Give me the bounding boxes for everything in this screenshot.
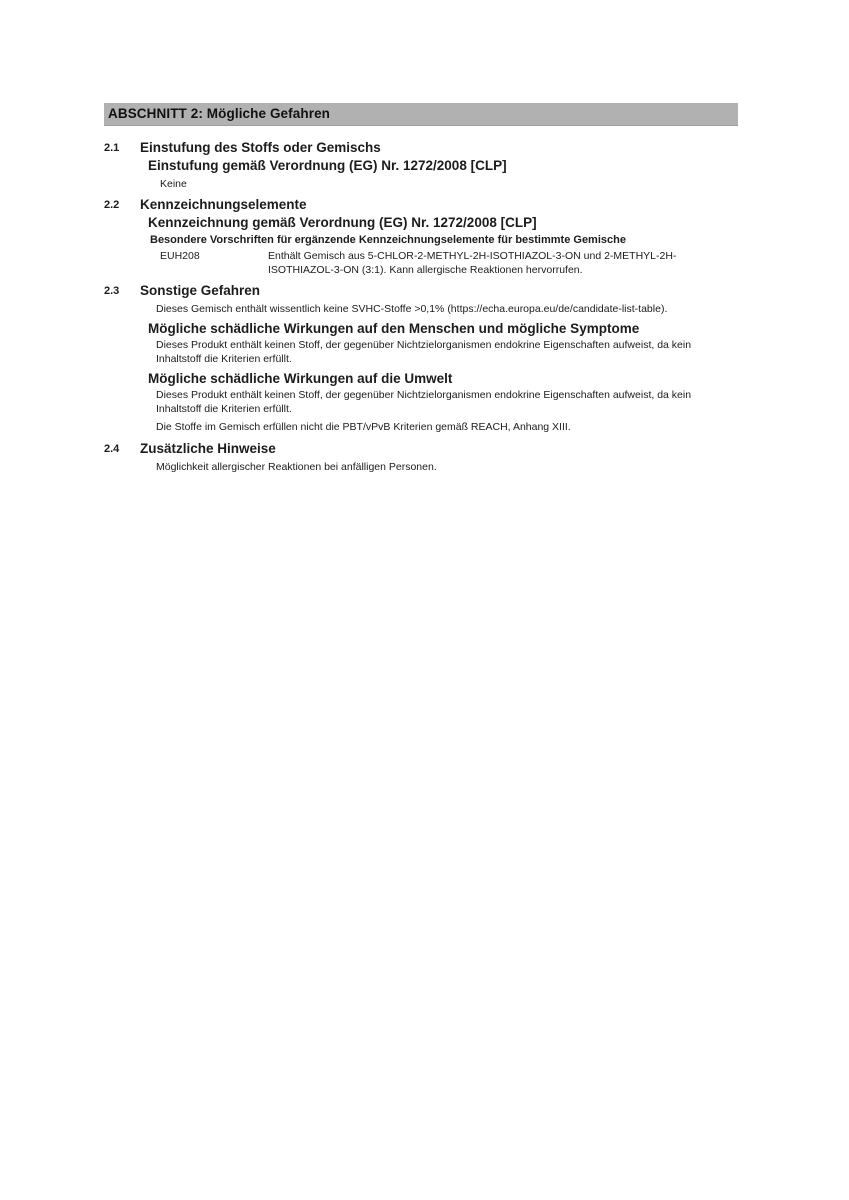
section-header-bar: ABSCHNITT 2: Mögliche Gefahren (104, 103, 738, 126)
classification-value: Keine (160, 178, 187, 190)
euh-code: EUH208 (160, 250, 200, 262)
section-title: Einstufung des Stoffs oder Gemischs (140, 140, 381, 155)
adverse-effects-human-text: Dieses Produkt enthält keinen Stoff, der gegenüber Nichtzielorganismen endokrine Eigenschaften aufweist, da kein Inhaltstoff die Kriterien erfüllt. (156, 339, 692, 365)
section-number: 2.1 (104, 142, 120, 154)
euh-statement-row (160, 249, 738, 277)
section-2-2 (104, 197, 738, 212)
section-title: Kennzeichnungselemente (140, 197, 307, 212)
section-number: 2.3 (104, 285, 120, 297)
special-provisions-label: Besondere Vorschriften für ergänzende Kennzeichnungselemente für bestimmte Gemische (150, 234, 626, 246)
adverse-effects-environment-heading: Mögliche schädliche Wirkungen auf die Umwelt (148, 371, 453, 386)
svhc-note: Dieses Gemisch enthält wissentlich keine SVHC-Stoffe >0,1% (https://echa.europa.eu/de/candidate-list-table). (156, 303, 668, 315)
additional-notes-text: Möglichkeit allergischer Reaktionen bei anfälligen Personen. (156, 461, 437, 473)
section-number: 2.4 (104, 443, 120, 455)
adverse-effects-human-heading: Mögliche schädliche Wirkungen auf den Menschen und mögliche Symptome (148, 321, 640, 336)
document-content (104, 103, 738, 474)
labelling-clp-subheading: Kennzeichnung gemäß Verordnung (EG) Nr. 1272/2008 [CLP] (148, 215, 537, 230)
section-2-4 (104, 441, 738, 456)
pbt-vpvb-note: Die Stoffe im Gemisch erfüllen nicht die PBT/vPvB Kriterien gemäß REACH, Anhang XIII. (156, 421, 571, 433)
section-2-1 (104, 140, 738, 155)
section-number: 2.2 (104, 199, 120, 211)
classification-clp-subheading: Einstufung gemäß Verordnung (EG) Nr. 1272/2008 [CLP] (148, 158, 507, 173)
section-title: Sonstige Gefahren (140, 283, 261, 298)
adverse-effects-environment-text: Dieses Produkt enthält keinen Stoff, der gegenüber Nichtzielorganismen endokrine Eigenschaften aufweist, da kein Inhaltstoff die Kriterien erfüllt. (156, 389, 692, 415)
euh-text: Enthält Gemisch aus 5-CHLOR-2-METHYL-2H-ISOTHIAZOL-3-ON und 2-METHYL-2H-ISOTHIAZOL-3-ON (3:1). Kann allergische Reaktionen hervorrufen. (268, 250, 677, 276)
section-2-3 (104, 283, 738, 298)
section-title: Zusätzliche Hinweise (140, 441, 276, 456)
